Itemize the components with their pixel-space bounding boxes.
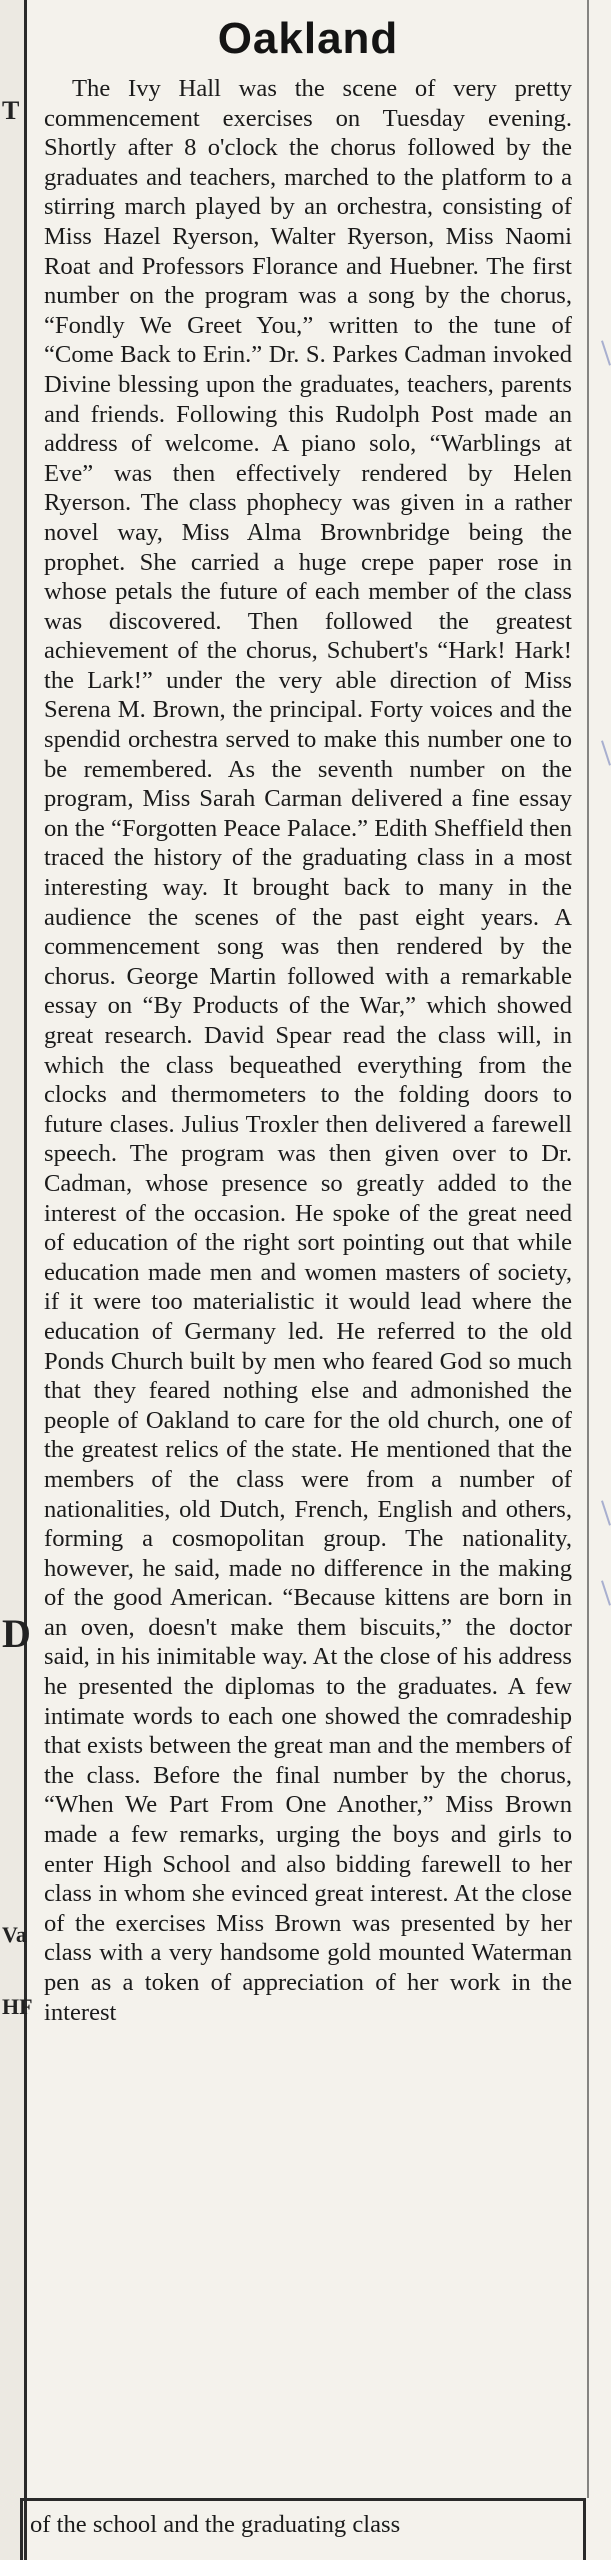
- edge-glyph: Va: [2, 1922, 27, 1947]
- column-rule: [587, 0, 589, 2498]
- edge-glyph: D: [2, 1611, 31, 1656]
- article-headline: Oakland: [217, 14, 399, 63]
- edge-glyph: T: [2, 96, 20, 125]
- article-column: [32, 0, 582, 2027]
- adjacent-column-edge: [0, 0, 33, 2560]
- article-body: The Ivy Hall was the scene of very pretty commencement exercises on Tuesday evening. Shortly after 8 o'clock the chorus followed by the graduates and teachers, marched to the platform to a stirring march played by an orchestra, consisting of Miss Hazel Ryerson, Walter Ryerson, Miss Naomi Roat and Professors Florance and Huebner. The first number on the program was a song by the chorus, “Fondly We Greet You,” written to the tune of “Come Back to Erin.” Dr. S. Parkes Cadman invoked Divine blessing upon the graduates, teachers, parents and friends. Following this Rudolph Post made an address of welcome. A piano solo, “Warblings at Eve” was then effectively rendered by Helen Ryerson. The class phophecy was given in a rather novel way, Miss Alma Brownbridge being the prophet. She carried a huge crepe paper rose in whose petals the future of each member of the class was discovered. Then followed the greatest achievement of the chorus, Schubert's “Hark! Hark! the Lark!” under the very able direction of Miss Serena M. Brown, the principal. Forty voices and the spendid orchestra served to make this number one to be remembered. As the seventh number on the program, Miss Sarah Carman delivered a fine essay on the “Forgotten Peace Palace.” Edith Sheffield then traced the history of the graduating class in a most interesting way. It brought back to many in the audience the scenes of the past eight years. A commencement song was then rendered by the chorus. George Martin followed with a remarkable essay on “By Products of the War,” which showed great research. David Spear read the class will, in which the class bequeathed everything from the clocks and thermometers to the folding doors to future clases. Julius Troxler then delivered a farewell speech. The program was then given over to Dr. Cadman, whose presence so greatly added to the interest of the occasion. He spoke of the great need of education of the right sort pointing out that while education made men and women masters of society, if it were too materialistic it would lead where the education of Germany led. He referred to the old Ponds Church built by men who feared God so much that they feared nothing else and admonished the people of Oakland to care for the old church, one of the greatest relics of the state. He mentioned that the members of the class were from a number of nationalities, old Dutch, French, English and others, forming a cosmopolitan group. The nationality, however, he said, made no difference in the making of the good American. “Because kittens are born in an oven, doesn't make them biscuits,” the doctor said, in his inimitable way. At the close of his address he presented the diplomas to the graduates. A few intimate words to each one showed the comradeship that exists between the great man and the members of the class. Before the final number by the chorus, “When We Part From One Another,” Miss Brown made a few remarks, urging the boys and girls to enter High School and also bidding farewell to her class in whom she evinced great interest. At the close of the exercises Miss Brown was presented by her class with a very handsome gold mounted Waterman pen as a token of appreciation of her work in the interest: [44, 75, 572, 2026]
- margin-pen-mark: [601, 340, 611, 365]
- margin-pen-mark: [601, 740, 611, 765]
- edge-glyph: HF: [2, 1994, 33, 2019]
- article-continuation: of the school and the graduating class: [30, 2511, 401, 2538]
- margin-pen-mark: [601, 1500, 611, 1525]
- margin-pen-mark: [601, 1580, 611, 1605]
